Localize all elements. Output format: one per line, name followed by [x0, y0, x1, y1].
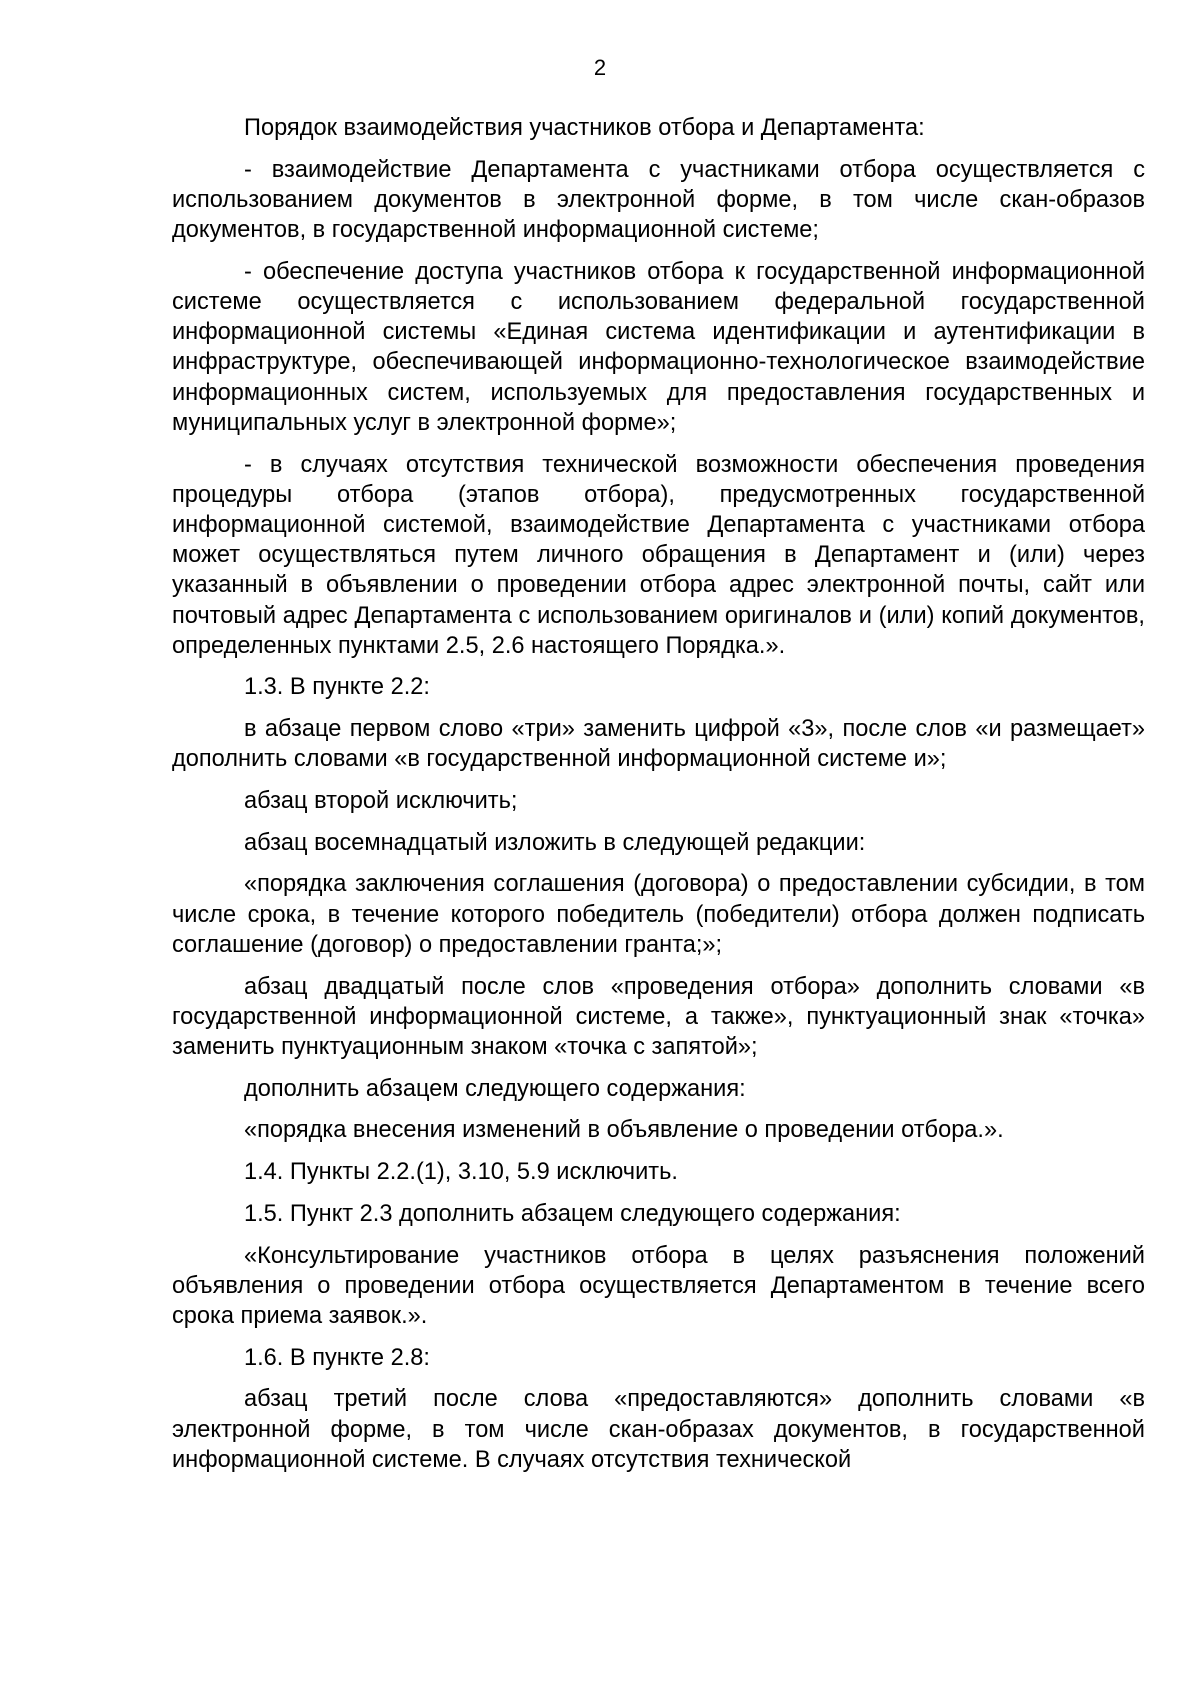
- paragraph-changes-announcement: «порядка внесения изменений в объявление о проведении отбора.».: [244, 1117, 1004, 1144]
- paragraph-eighteenth-abzac: абзац восемнадцатый изложить в следующей редакции:: [244, 829, 866, 856]
- paragraph-no-technical-possibility: - в случаях отсутствия технической возможности обеспечения проведения процедуры отбора (этапов отбора), предусмотренных государственной информационной системой, взаимодействие Департамента с участниками отбора может осуществляться путем личного обращения в Департамент и (или) через указанный в объявлении о проведении отбора адрес электронной почты, сайт или почтовый адрес Департамента с использованием оригиналов и (или) копий документов, определенных пунктами 2.5, 2.6 настоящего Порядка.».: [172, 451, 1145, 659]
- paragraph-access-esia: - обеспечение доступа участников отбора к государственной информационной системе осуществляется с использованием федеральной государственной информационной системы «Единая система идентификации и аутентификации в инфраструктуре, обеспечивающей информационно-технологическое взаимодействие информационных систем, используемых для предоставления государственных и муниципальных услуг в электронной форме»;: [172, 258, 1145, 436]
- paragraph-second-abzac-exclude: абзац второй исключить;: [244, 788, 518, 815]
- paragraph-item-1-3: 1.3. В пункте 2.2:: [244, 674, 430, 701]
- page-number: 2: [593, 55, 607, 80]
- paragraph-electronic-interaction: - взаимодействие Департамента с участниками отбора осуществляется с использованием документов в электронной форме, в том числе скан-образов документов, в государственной информационной системе;: [172, 156, 1145, 244]
- paragraph-item-1-4: 1.4. Пункты 2.2.(1), 3.10, 5.9 исключить.: [244, 1159, 678, 1186]
- paragraph-interaction-procedure: Порядок взаимодействия участников отбора и Департамента:: [244, 115, 925, 141]
- paragraph-add-abzac: дополнить абзацем следующего содержания:: [244, 1075, 746, 1102]
- document-body: [172, 113, 1145, 1486]
- paragraph-agreement-procedure: «порядка заключения соглашения (договора) о предоставлении субсидии, в том числе срока, в течение которого победитель (победители) отбора должен подписать соглашение (договор) о предоставлении гранта;»;: [172, 871, 1145, 958]
- paragraph-first-abzac-change: в абзаце первом слово «три» заменить цифрой «3», после слов «и размещает» дополнить словами «в государственной информационной системе и»;: [172, 716, 1145, 773]
- paragraph-third-abzac: абзац третий после слова «предоставляются» дополнить словами «в электронной форме, в том числе скан-образах документов, в государственной информационной системе. В случаях отсутствия технической: [172, 1386, 1145, 1473]
- paragraph-consulting: «Консультирование участников отбора в целях разъяснения положений объявления о проведении отбора осуществляется Департаментом в течение всего срока приема заявок.».: [172, 1242, 1145, 1329]
- paragraph-twentieth-abzac: абзац двадцатый после слов «проведения отбора» дополнить словами «в государственной информационной системе, а также», пунктуационный знак «точка» заменить пунктуационным знаком «точка с запятой»;: [172, 973, 1145, 1060]
- paragraph-item-1-6: 1.6. В пункте 2.8:: [244, 1344, 430, 1371]
- paragraph-item-1-5: 1.5. Пункт 2.3 дополнить абзацем следующего содержания:: [244, 1200, 901, 1227]
